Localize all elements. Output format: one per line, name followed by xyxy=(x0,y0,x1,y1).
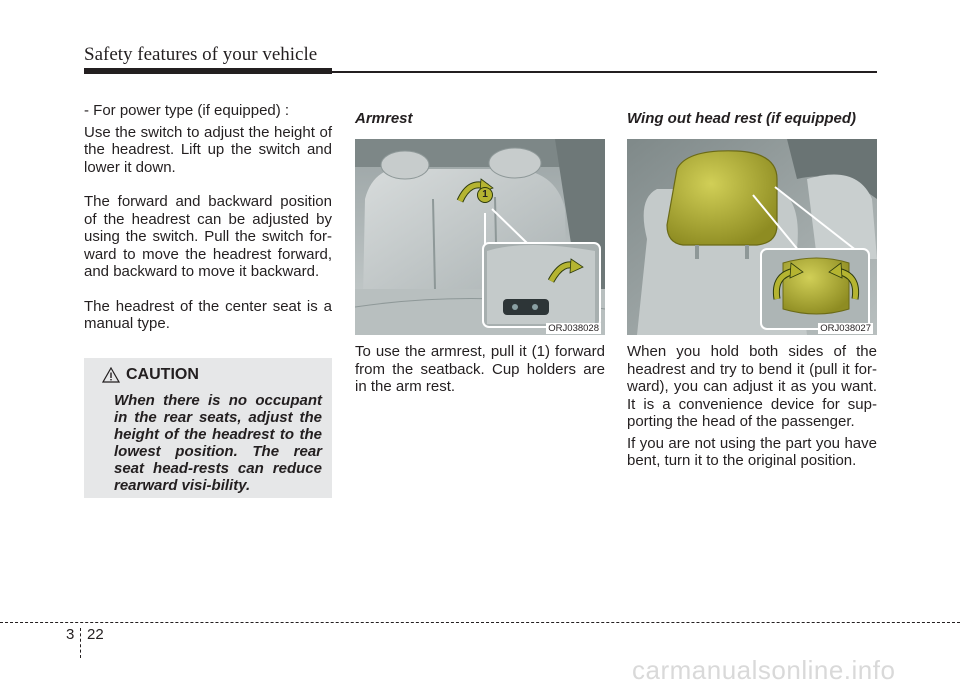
footer-dashed-divider xyxy=(80,628,81,658)
page-header-title: Safety features of your vehicle xyxy=(84,44,318,65)
footer-dashed-rule xyxy=(0,622,960,623)
warning-triangle-icon xyxy=(102,367,120,383)
wing-headrest-heading: Wing out head rest (if equipped) xyxy=(627,110,857,127)
header-rule-thick xyxy=(84,68,332,74)
page-number: 22 xyxy=(87,626,104,643)
section-number: 3 xyxy=(66,626,75,643)
position-paragraph: The forward and backward position of the headrest can be adjusted by using the switch. Pull the switch for-ward to move the headrest forward, and backward to move it backward. xyxy=(84,193,332,280)
armrest-figure-code: ORJ038028 xyxy=(548,323,599,334)
caution-header xyxy=(102,366,199,384)
height-paragraph: Use the switch to adjust the height of the headrest. Lift up the switch and lower it down. xyxy=(84,123,332,176)
callout-1-badge: 1 xyxy=(477,187,493,203)
center-seat-paragraph: The headrest of the center seat is a manual type. xyxy=(84,297,332,332)
column-1 xyxy=(84,102,332,333)
caution-box xyxy=(84,358,332,498)
rear-seat-illustration xyxy=(355,139,605,335)
armrest-paragraph: To use the armrest, pull it (1) forward from the seatback. Cup holders are in the arm rest. xyxy=(355,343,605,395)
armrest-heading: Armrest xyxy=(355,110,413,127)
watermark: carmanualsonline.info xyxy=(632,655,896,685)
wing-paragraph-1: When you hold both sides of the headrest and try to bend it (pull it for-ward), you can adjust it as you want. It is a convenience device for sup-porting the head of the passenger. xyxy=(627,343,877,430)
header-rule-thin xyxy=(332,71,877,73)
wing-figure-code: ORJ038027 xyxy=(820,323,871,334)
wing-paragraph-2: If you are not using the part you have bent, turn it to the original position. xyxy=(627,434,877,469)
caution-title: CAUTION xyxy=(126,366,199,383)
power-type-line: - For power type (if equipped) : xyxy=(84,102,290,119)
caution-text: When there is no occupant in the rear seats, adjust the height of the headrest to the lowest position. The rear seat head-rests can reduce rearward visi-bility. xyxy=(114,392,322,494)
wing-headrest-illustration xyxy=(627,139,877,335)
armrest-figure xyxy=(355,139,605,335)
wing-text-block xyxy=(627,343,877,470)
wing-headrest-figure xyxy=(627,139,877,335)
